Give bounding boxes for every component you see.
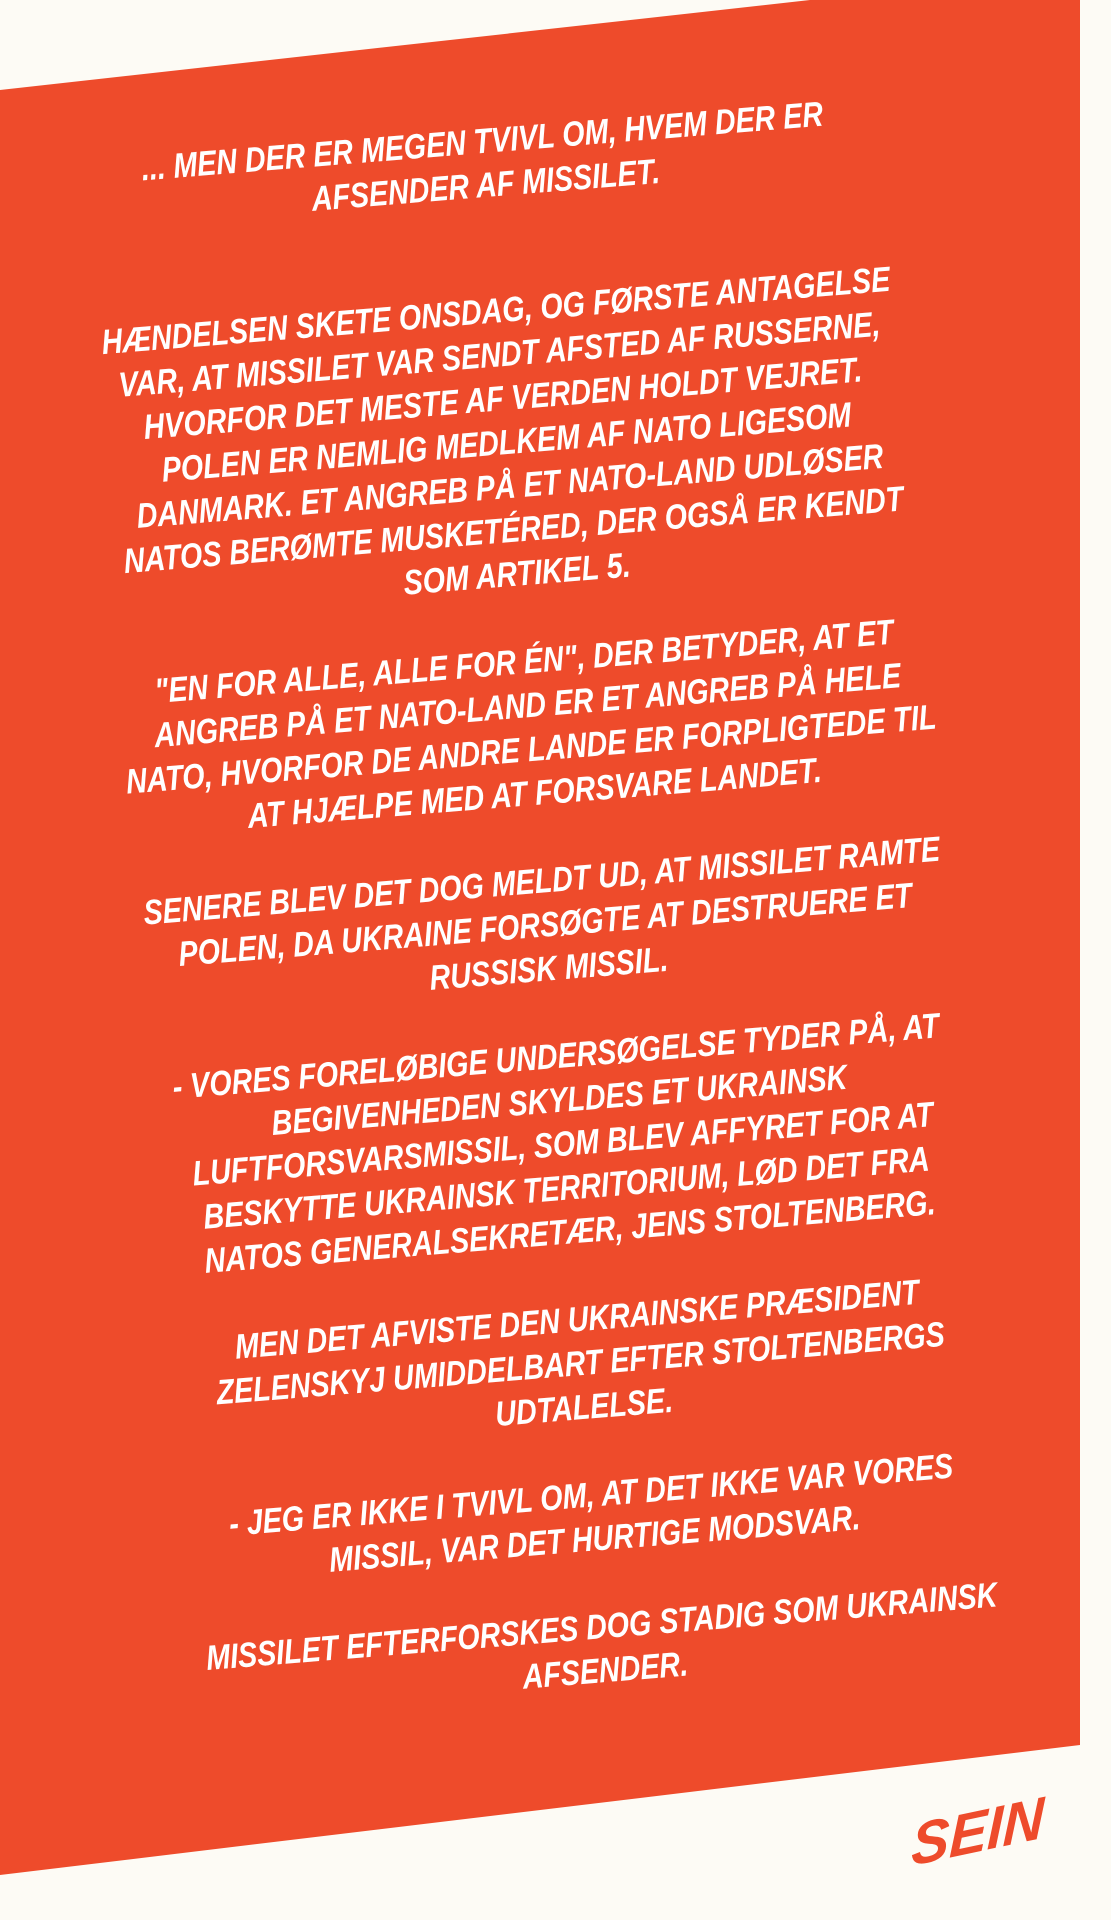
brand-logo-text: SEIN	[910, 1785, 1046, 1880]
paragraph-later-report: SENERE BLEV DET DOG MELDT UD, AT MISSILET RAMTE POLEN, DA UKRAINE FORSØGTE AT DESTRUERE ET RUSSISK MISSIL.	[141, 829, 942, 998]
paragraph-response-quote: - JEG ER IKKE I TVIVL OM, AT DET IKKE VAR VORES MISSIL, VAR DET HURTIGE MODSVAR.	[227, 1446, 955, 1580]
paragraph-conclusion: MISSILET EFTERFORSKES DOG STADIG SOM UKRAINSK AFSENDER.	[204, 1575, 999, 1697]
paragraph-article-5: "EN FOR ALLE, ALLE FOR ÉN", DER BETYDER, AT ET ANGREB PÅ ET NATO-LAND ER ET ANGREB PÅ HELE NATO, HVORFOR DE ANDRE LANDE ER FORPLIGTEDE TIL AT HJÆLPE MED AT FORSVARE LANDET.	[124, 612, 938, 836]
article-text	[0, 80, 1111, 1777]
paragraph-intro: ... MEN DER ER MEGEN TVIVL OM, HVEM DER ER AFSENDER AF MISSILET.	[139, 94, 825, 219]
brand-logo	[905, 1785, 1046, 1885]
paragraph-stoltenberg-quote: - VORES FORELØBIGE UNDERSØGELSE TYDER PÅ, AT BEGIVENHEDEN SKYLDES ET UKRAINSK LUFTFORSVARSMISSIL, SOM BLEV AFFYRET FOR AT BESKYTTE UKRAINSK TERRITORIUM, LØD DET FRA NATOS GENERALSEKRETÆR, JENS STOLTENBERG.	[171, 1006, 941, 1281]
paragraph-incident: HÆNDELSEN SKETE ONSDAG, OG FØRSTE ANTAGELSE VAR, AT MISSILET VAR SENDT AFSTED AF RUSSERNE, HVORFOR DET MESTE AF VERDEN HOLDT VEJRET. POLEN ER NEMLIG MEDLKEM AF NATO LIGESOM DANMARK. ET ANGREB PÅ ET NATO-LAND UDLØSER NATOS BERØMTE MUSKETÉRED, DER OGSÅ ER KENDT SOM ARTIKEL 5.	[100, 259, 905, 603]
paragraph-zelenskyj: MEN DET AFVISTE DEN UKRAINSKE PRÆSIDENT ZELENSKYJ UMIDDELBART EFTER STOLTENBERGS UDTALELSE.	[214, 1272, 947, 1435]
